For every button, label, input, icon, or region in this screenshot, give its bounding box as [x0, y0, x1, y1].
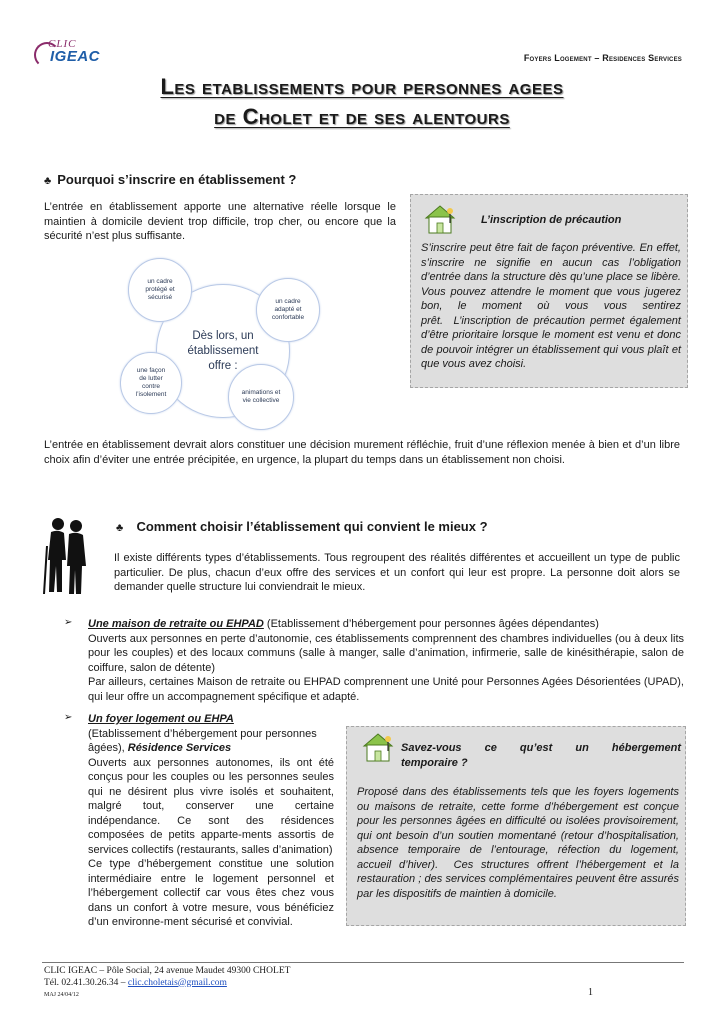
ehpad-heading [88, 617, 684, 632]
section2-heading [116, 519, 488, 534]
precaution-box-title: L’inscription de précaution [481, 214, 622, 226]
footer-address: CLIC IGEAC – Pôle Social, 24 avenue Maudet 49300 CHOLET [44, 966, 291, 976]
precaution-box-text: S’inscrire peut être fait de façon préventive. En effet, s’inscrire ne signifie en aucun cas l’obligation d’entrée dans la structure dès qu’une place se libère. Vous pouvez attendre le moment que vous jugerez bon, le moment où vous vous sentirez prêt. L’inscription de précaution permet également d’être prioritaire lorsque le moment est venu et donc de pouvoir intégrer un établissement qui vous plaît et que vous avez choisi. [421, 242, 681, 370]
house-person-icon [361, 731, 395, 763]
diagram-bottom-right-text: animations et vie collective [241, 389, 281, 404]
page-title [0, 72, 724, 132]
footer-contact [44, 966, 290, 989]
club-suit-icon: ♣ [44, 175, 52, 187]
benefits-diagram [118, 256, 326, 428]
footer-phone-line [44, 978, 290, 990]
page-title-line1: Les etablissements pour personnes agees [160, 74, 564, 99]
temporary-box-title-line2: temporaire ? [401, 756, 468, 769]
section2-intro: Il existe différents types d’établissements. Tous regroupent des réalités différentes et accueillent un type de public particulier. De plus, chacun d’eux offre des services et un confort qui leur est propre. La personne doit alors se demander quelle structure lui conviendrait le mieux. [114, 552, 680, 593]
section1-heading [44, 172, 296, 187]
diagram-bubble-top-left [128, 258, 192, 322]
ehpad-text-2: Par ailleurs, certaines Maison de retraite ou EHPAD comprennent une Unité pour Personnes Agées Désorientées (UPAD), qui leur offre un accompagnement spécifique et adapté. [88, 676, 684, 703]
page-number: 1 [588, 987, 593, 998]
ehpad-title-suffix: (Etablissement d’hébergement pour personnes âgées dépendantes) [263, 618, 599, 630]
precaution-info-box [410, 194, 688, 388]
temporary-box-title-line1: Savez-vous ce qu’est un hébergement [401, 742, 681, 754]
diagram-bubble-bottom-right [228, 364, 294, 430]
ehpa-text-2: Ce type d’hébergement constitue une solution intermédiaire entre le logement personnel et l’hébergement collectif car vous êtes chez vous dans un confort à votre mesure, vous bénéficiez d’un environne-ment sécurisé et convivial. [88, 858, 334, 928]
temporary-box-title [401, 741, 681, 770]
page-title-line2: de Cholet et de ses alentours [214, 104, 510, 129]
ehpad-body [88, 617, 684, 704]
section1-intro: L’entrée en établissement apporte une alternative réelle lorsque le maintien à domicile devient trop difficile, trop cher, ou encore que la sécurité n’est plus suffisante. [44, 201, 396, 242]
ehpa-title-suffix: (Etablissement d’hébergement pour personnes âgées), [88, 727, 317, 754]
ehpa-title-extra: Résidence Services [127, 742, 232, 754]
section1-conclusion: L’entrée en établissement devrait alors constituer une décision murement réfléchie, fruit d’une réflexion menée à bien et d’un libre choix afin d’éviter une entrée précipitée, en urgence, la plupart du temps dans un établissement non choisi. [44, 439, 680, 466]
diagram-top-left-text: un cadre protégé et sécurisé [145, 278, 175, 301]
ehpa-title: Un foyer logement ou EHPA [88, 713, 234, 725]
diagram-center-text: Dès lors, un établissement offre : [187, 329, 259, 372]
diagram-bubble-top-right [256, 278, 320, 342]
arrow-bullet-icon: ➢ [64, 617, 73, 628]
house-person-icon [423, 203, 457, 235]
footer-divider [42, 962, 684, 963]
footer-phone: Tél. 02.41.30.26.34 – [44, 977, 128, 988]
ehpa-subtitle [88, 727, 334, 756]
temporary-box-text: Proposé dans des établissements tels que les foyers logements ou maisons de retraite, cette forme d’hébergement est conçue pour les personnes âgées en difficulté ou isolées provisoirement, qui ont besoin d’un soutien momentané (retour d’hospitalisation, absence temporaire de l’entourage, réfection du logement, accueil d’hiver). Ces structures offrent l’hébergement et la restauration ; des services complémentaires peuvent être assurés par les dispositifs de maintien à domicile. [357, 786, 679, 900]
section1-heading-text: Pourquoi s’inscrire en établissement ? [57, 172, 297, 187]
temporary-housing-info-box [346, 726, 686, 926]
ehpad-title: Une maison de retraite ou EHPAD [88, 618, 264, 630]
logo-igeac-text: IGEAC [50, 48, 101, 65]
ehpad-text: Ouverts aux personnes en perte d’autonomie, ces établissements comprennent des chambres individuelles (ou à deux lits pour les couples) et des locaux communs (salle à manger, salle d’animation, infirmerie, salle de kinésithérapie, salon de coiffure, salon de détente) [88, 632, 684, 674]
list-item-ehpa [64, 712, 334, 930]
elderly-couple-icon [42, 516, 92, 596]
logo-clic-text: CLIC [48, 38, 77, 50]
diagram-bottom-left-text: une façon de lutter contre l’isolement [135, 367, 167, 398]
list-item-ehpad [64, 617, 684, 704]
ehpa-body [88, 712, 334, 930]
ehpa-text: Ouverts aux personnes autonomes, ils ont été conçus pour les couples ou les personnes seules qui ne désirent plus vivre isolés et souhaitent, malgré tout, conserver une certaine indépendance. Ce sont des résidences composées de petits apparte-ments assortis de services collectifs (restaurants, salles d’animation) [88, 756, 334, 856]
arrow-bullet-icon: ➢ [64, 712, 73, 723]
footer-update-date: MAJ 24/04/12 [44, 992, 79, 998]
section2-heading-text: Comment choisir l’établissement qui convient le mieux ? [136, 519, 488, 534]
footer-email-link[interactable]: clic.choletais@gmail.com [127, 977, 227, 988]
diagram-bubble-bottom-left [120, 352, 182, 414]
header-section-label: Foyers Logement – Residences Services [523, 53, 682, 63]
diagram-top-right-text: un cadre adapté et confortable [271, 298, 305, 321]
club-suit-icon: ♣ [116, 522, 124, 534]
